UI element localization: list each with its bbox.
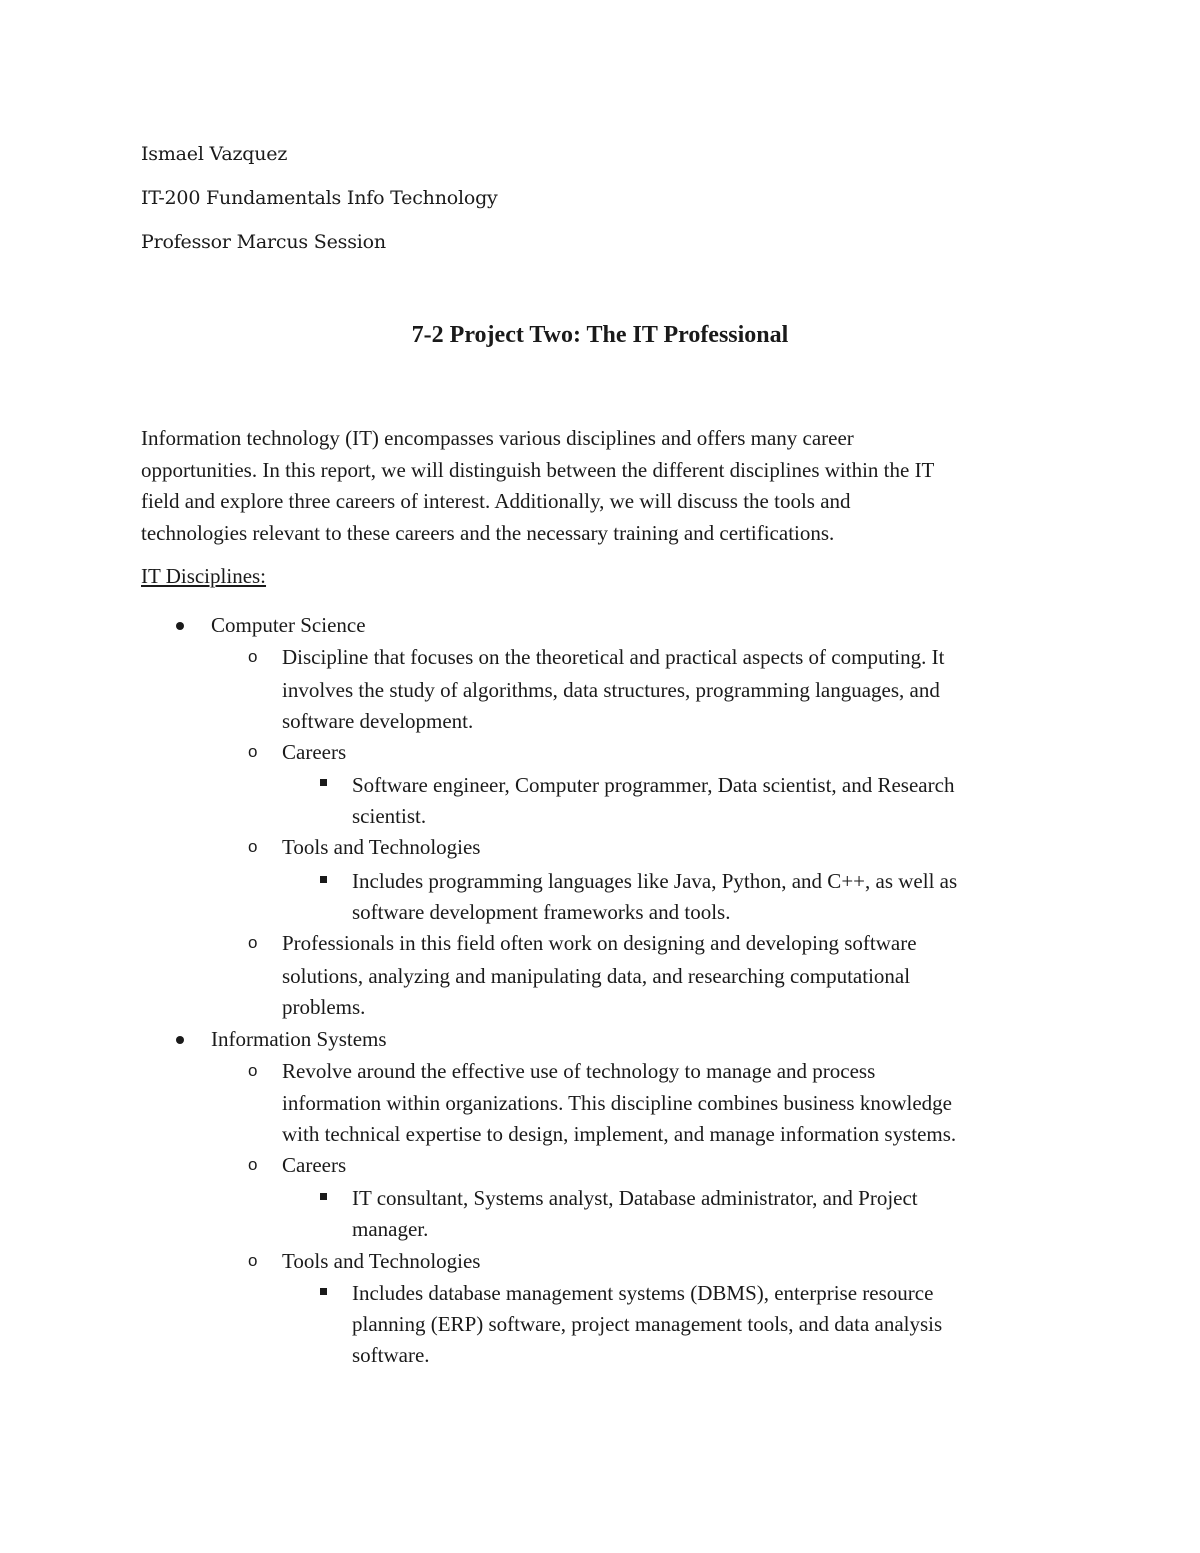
circle-bullet-icon: o [248, 837, 258, 856]
intro-paragraph [141, 423, 1061, 549]
description-line: involves the study of algorithms, data structures, programming languages, and [282, 678, 940, 702]
tools-line: software. [352, 1343, 430, 1367]
intro-line: field and explore three careers of interest. Additionally, we will discuss the tools and [141, 489, 851, 513]
careers-label: Careers [282, 1153, 347, 1177]
tools-line: Includes database management systems (DBMS), enterprise resource [352, 1281, 934, 1305]
circle-bullet-icon: o [248, 742, 258, 761]
circle-bullet-icon: o [248, 933, 258, 952]
section-heading: IT Disciplines: [141, 564, 267, 588]
square-bullet-icon [320, 1193, 327, 1200]
discipline-name: Computer Science [211, 613, 366, 637]
square-bullet-icon [320, 1288, 327, 1295]
document-title: 7-2 Project Two: The IT Professional [411, 322, 789, 348]
description-line: information within organizations. This discipline combines business knowledge [282, 1091, 952, 1115]
tools-label: Tools and Technologies [282, 1249, 481, 1273]
tools-line: software development frameworks and tools. [352, 900, 731, 924]
careers-line: Software engineer, Computer programmer, Data scientist, and Research [352, 773, 955, 797]
circle-bullet-icon: o [248, 1061, 258, 1080]
bullet-icon [176, 622, 184, 630]
intro-line: Information technology (IT) encompasses various disciplines and offers many career [141, 426, 854, 450]
author-name: Ismael Vazquez [141, 143, 288, 165]
tools-line: Includes programming languages like Java, Python, and C++, as well as [352, 869, 958, 893]
bullet-icon [176, 1036, 184, 1044]
work-line: problems. [282, 995, 366, 1019]
course-name: IT-200 Fundamentals Info Technology [141, 187, 498, 209]
careers-line: IT consultant, Systems analyst, Database administrator, and Project [352, 1186, 918, 1210]
intro-line: opportunities. In this report, we will distinguish between the different disciplines within the IT [141, 457, 935, 482]
careers-line: manager. [352, 1217, 429, 1241]
description-line: software development. [282, 709, 474, 733]
tools-line: planning (ERP) software, project management tools, and data analysis [352, 1312, 943, 1336]
careers-line: scientist. [352, 804, 427, 828]
circle-bullet-icon: o [248, 647, 258, 666]
description-line: with technical expertise to design, implement, and manage information systems. [282, 1122, 957, 1146]
careers-label: Careers [282, 740, 347, 764]
intro-line: technologies relevant to these careers and the necessary training and certifications. [141, 520, 835, 545]
circle-bullet-icon: o [248, 1251, 258, 1270]
description-line: Revolve around the effective use of technology to manage and process [282, 1059, 876, 1083]
work-line: solutions, analyzing and manipulating data, and researching computational [282, 964, 911, 988]
circle-bullet-icon: o [248, 1155, 258, 1174]
professor-name: Professor Marcus Session [141, 231, 386, 253]
work-line: Professionals in this field often work on designing and developing software [282, 931, 917, 955]
tools-label: Tools and Technologies [282, 835, 481, 859]
description-line: Discipline that focuses on the theoretical and practical aspects of computing. It [282, 645, 945, 669]
square-bullet-icon [320, 876, 327, 883]
square-bullet-icon [320, 779, 327, 786]
discipline-name: Information Systems [211, 1027, 387, 1051]
